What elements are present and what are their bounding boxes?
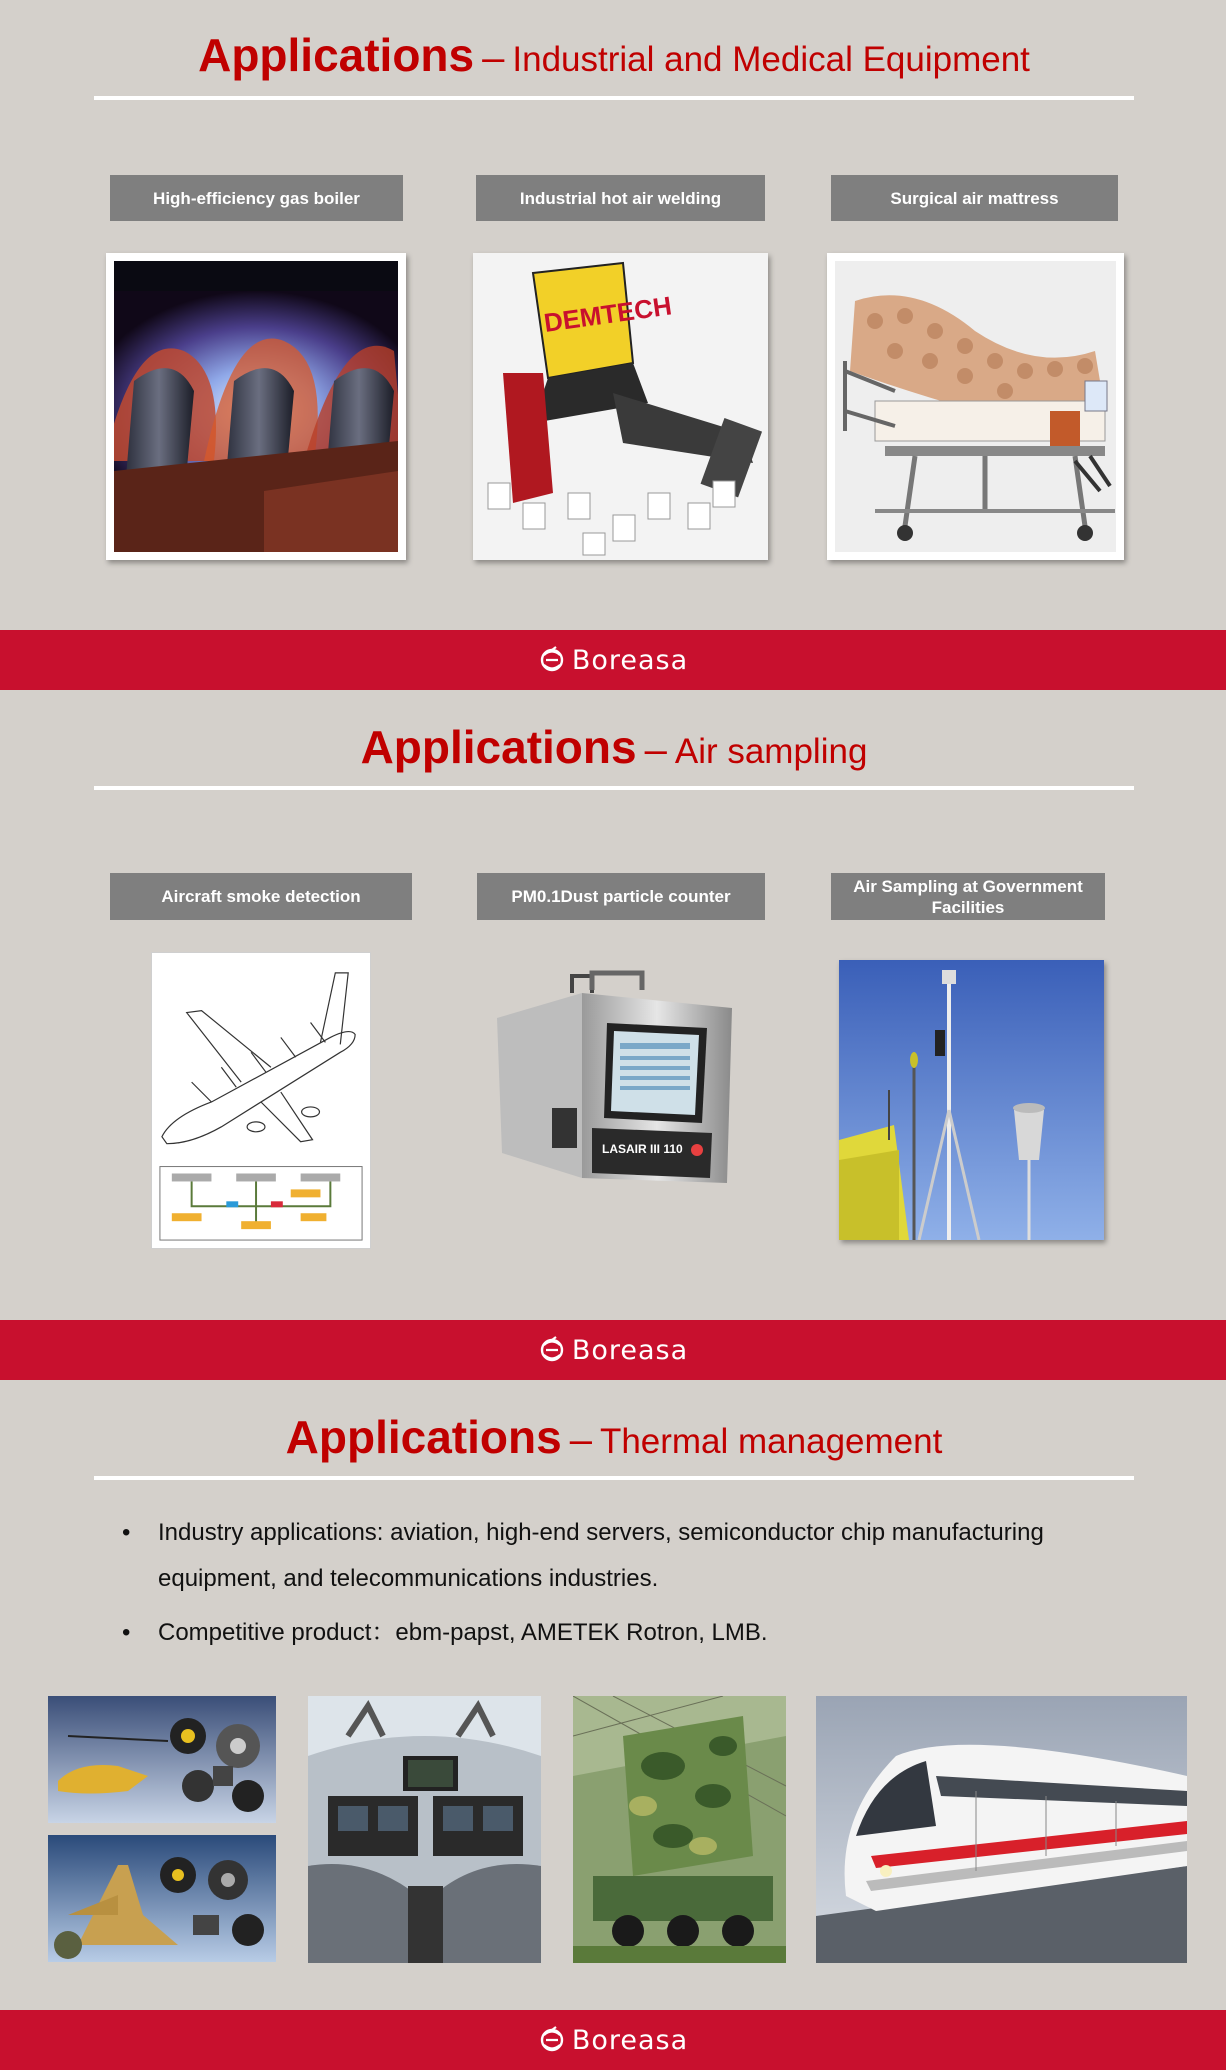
brand-banner-1	[0, 630, 1226, 690]
air-mattress-bed-icon	[835, 261, 1116, 552]
aircraft-smoke-diagram	[151, 952, 371, 1249]
section3-title-dash: –	[569, 1418, 592, 1462]
section3-title-sub: Thermal management	[599, 1422, 943, 1461]
brand-logo-text: Boreasa	[571, 644, 689, 676]
brand-logo	[538, 645, 688, 676]
particle-counter-icon	[492, 968, 739, 1193]
brand-logo-text: Boreasa	[571, 2024, 689, 2056]
air-sampling-station-icon	[839, 960, 1104, 1240]
boreasa-logo-icon	[538, 646, 566, 674]
section2-title-main: Applications	[360, 721, 637, 773]
air-mattress-photo	[827, 253, 1124, 560]
dust-particle-counter-photo	[492, 968, 739, 1193]
section3-rule	[94, 1476, 1134, 1480]
brand-banner-3	[0, 2010, 1226, 2070]
brand-logo	[538, 2025, 688, 2056]
gas-boiler-photo	[106, 253, 406, 560]
cockpit-photo	[308, 1696, 541, 1963]
section1-rule	[94, 96, 1134, 100]
label-dust-particle-counter: PM0.1Dust particle counter	[477, 873, 765, 920]
cockpit-icon	[308, 1696, 541, 1963]
label-aircraft-smoke-detection: Aircraft smoke detection	[110, 873, 412, 920]
section3-title-main: Applications	[285, 1411, 562, 1463]
helicopter-fans-icon	[48, 1696, 276, 1823]
label-air-mattress: Surgical air mattress	[831, 175, 1118, 221]
section2-title-dash: –	[644, 728, 667, 772]
jet-fans-photo	[48, 1835, 276, 1962]
thermal-bullets	[120, 1510, 1120, 1656]
section1-title-main: Applications	[198, 29, 475, 81]
aircraft-diagram-icon	[152, 953, 370, 1248]
government-air-sampling-photo	[839, 960, 1104, 1240]
bullet-industry-applications: • Industry applications: aviation, high-end servers, semiconductor chip manufacturing equipment, and telecommunications industries.	[120, 1510, 1120, 1602]
section2-rule	[94, 786, 1134, 790]
label-gas-boiler: High-efficiency gas boiler	[110, 175, 403, 221]
section2-title-sub: Air sampling	[674, 732, 868, 771]
section1-title	[94, 28, 1134, 82]
brand-banner-2	[0, 1320, 1226, 1380]
train-icon	[816, 1696, 1187, 1963]
brand-logo-text: Boreasa	[571, 1334, 689, 1366]
boreasa-logo-icon	[538, 2026, 566, 2054]
high-speed-train-photo	[816, 1696, 1187, 1963]
boreasa-logo-icon	[538, 1336, 566, 1364]
helicopter-fans-photo	[48, 1696, 276, 1823]
lasair-text: LASAIR III 110	[602, 1142, 683, 1156]
hot-air-welder-icon	[473, 253, 768, 560]
bullet-competitive-products: • Competitive product：ebm-papst, AMETEK Rotron, LMB.	[120, 1610, 1120, 1656]
section3-title	[94, 1410, 1134, 1464]
camouflage-radar-truck-photo	[573, 1696, 786, 1963]
hot-air-welding-photo	[473, 253, 768, 560]
brand-logo	[538, 1335, 688, 1366]
label-government-air-sampling: Air Sampling at Government Facilities	[831, 873, 1105, 920]
section1-title-sub: Industrial and Medical Equipment	[512, 40, 1030, 79]
label-hot-air-welding: Industrial hot air welding	[476, 175, 765, 221]
section2-title	[94, 720, 1134, 774]
demtech-text: DEMTECH	[542, 290, 674, 338]
section1-title-dash: –	[482, 36, 505, 80]
radar-truck-icon	[573, 1696, 786, 1963]
jet-fans-icon	[48, 1835, 276, 1962]
gas-boiler-icon	[114, 261, 398, 552]
